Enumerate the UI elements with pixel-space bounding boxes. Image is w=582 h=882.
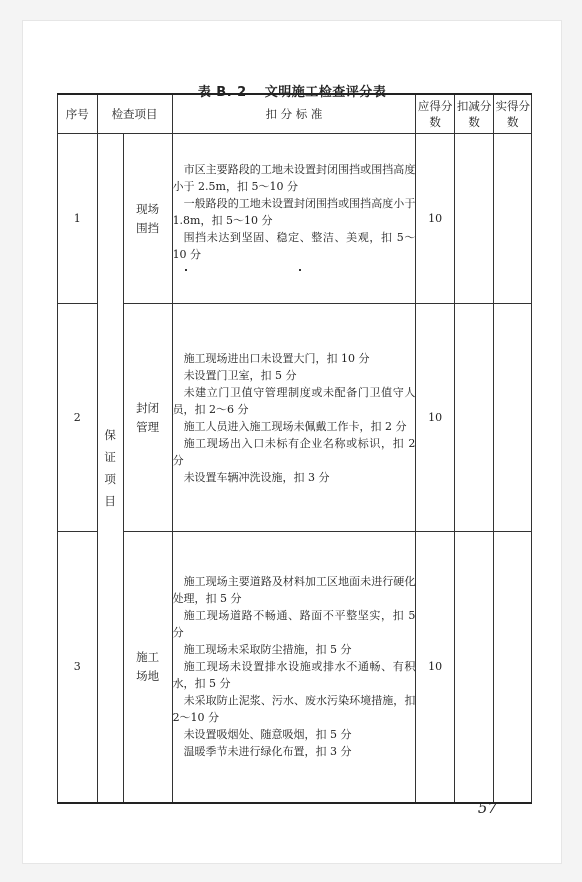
- standard-line: 温暖季节未进行绿化布置，扣 3 分: [183, 745, 352, 759]
- standard-line: 市区主要路段的工地未设置封闭围挡或围挡高度小于 2.5m，扣 5～10 分: [172, 162, 416, 193]
- row-item: [123, 133, 172, 304]
- row-due-points: 10: [416, 531, 455, 803]
- row-actual-points: [494, 304, 532, 531]
- table-title-text: 文明施工检查评分表: [264, 85, 387, 100]
- header-seq: 序号: [58, 94, 98, 133]
- header-check-item: 检查项目: [97, 94, 172, 133]
- standard-line: 一般路段的工地未设置封闭围挡或围挡高度小于 1.8m，扣 5～10 分: [172, 196, 416, 227]
- standard-line: 围挡未达到坚固、稳定、整洁、美观，扣 5～10 分: [172, 230, 416, 261]
- row-seq: 1: [58, 133, 98, 304]
- table-row: [58, 531, 532, 803]
- standard-line: 未设置车辆冲洗设施，扣 3 分: [183, 470, 330, 484]
- row-deduct-points: [454, 133, 494, 304]
- standard-line: 施工现场未采取防尘措施，扣 5 分: [183, 643, 352, 657]
- standard-line: 未采取防止泥浆、污水、废水污染环境措施，扣 2～10 分: [172, 694, 416, 725]
- row-actual-points: [494, 133, 532, 304]
- row-due-points: 10: [416, 304, 455, 531]
- standard-line: 施工现场未设置排水设施或排水不通畅、有积水，扣 5 分: [172, 660, 416, 691]
- row-seq: 2: [58, 304, 98, 531]
- standard-line: 施工现场进出口未设置大门，扣 10 分: [183, 351, 370, 365]
- row-actual-points: [494, 531, 532, 803]
- row-deduct-points: [454, 531, 494, 803]
- scan-specks: [173, 263, 416, 277]
- standard-line: 施工现场道路不畅通、路面不平整坚实，扣 5 分: [172, 609, 416, 640]
- row-standard: [172, 304, 416, 531]
- table-row: [58, 133, 532, 304]
- row-standard: [172, 531, 416, 803]
- document-page: [22, 20, 562, 864]
- page-number: 57: [477, 799, 497, 817]
- header-due-points: 应得分数: [416, 94, 455, 133]
- standard-line: 施工现场主要道路及材料加工区地面未进行硬化处理，扣 5 分: [172, 575, 416, 606]
- standard-line: 施工现场出入口未标有企业名称或标识，扣 2 分: [172, 436, 416, 467]
- table-number: 表 B. 2: [197, 85, 247, 100]
- header-standard: 扣 分 标 准: [172, 94, 416, 133]
- row-item: [123, 304, 172, 531]
- row-due-points: 10: [416, 133, 455, 304]
- row-deduct-points: [454, 304, 494, 531]
- row-item: [123, 531, 172, 803]
- row-seq: 3: [58, 531, 98, 803]
- standard-line: 未建立门卫值守管理制度或未配备门卫值守人员，扣 2～6 分: [172, 385, 416, 416]
- header-deduct-points: 扣减分数: [454, 94, 494, 133]
- standard-line: 未设置门卫室，扣 5 分: [183, 368, 297, 382]
- header-actual-points: 实得分数: [494, 94, 532, 133]
- row-item-label: 封闭管理: [136, 400, 160, 434]
- score-table: [57, 93, 532, 804]
- standard-line: 施工人员进入施工现场未佩戴工作卡，扣 2 分: [183, 419, 407, 433]
- group-cell: [97, 133, 123, 803]
- row-item-label: 施工场地: [136, 649, 160, 683]
- standard-line: 未设置吸烟处、随意吸烟，扣 5 分: [183, 728, 352, 742]
- header-row: [58, 94, 532, 133]
- row-standard: [172, 133, 416, 304]
- table-row: [58, 304, 532, 531]
- group-label: 保证项目: [104, 427, 116, 508]
- row-item-label: 现场围挡: [136, 201, 160, 235]
